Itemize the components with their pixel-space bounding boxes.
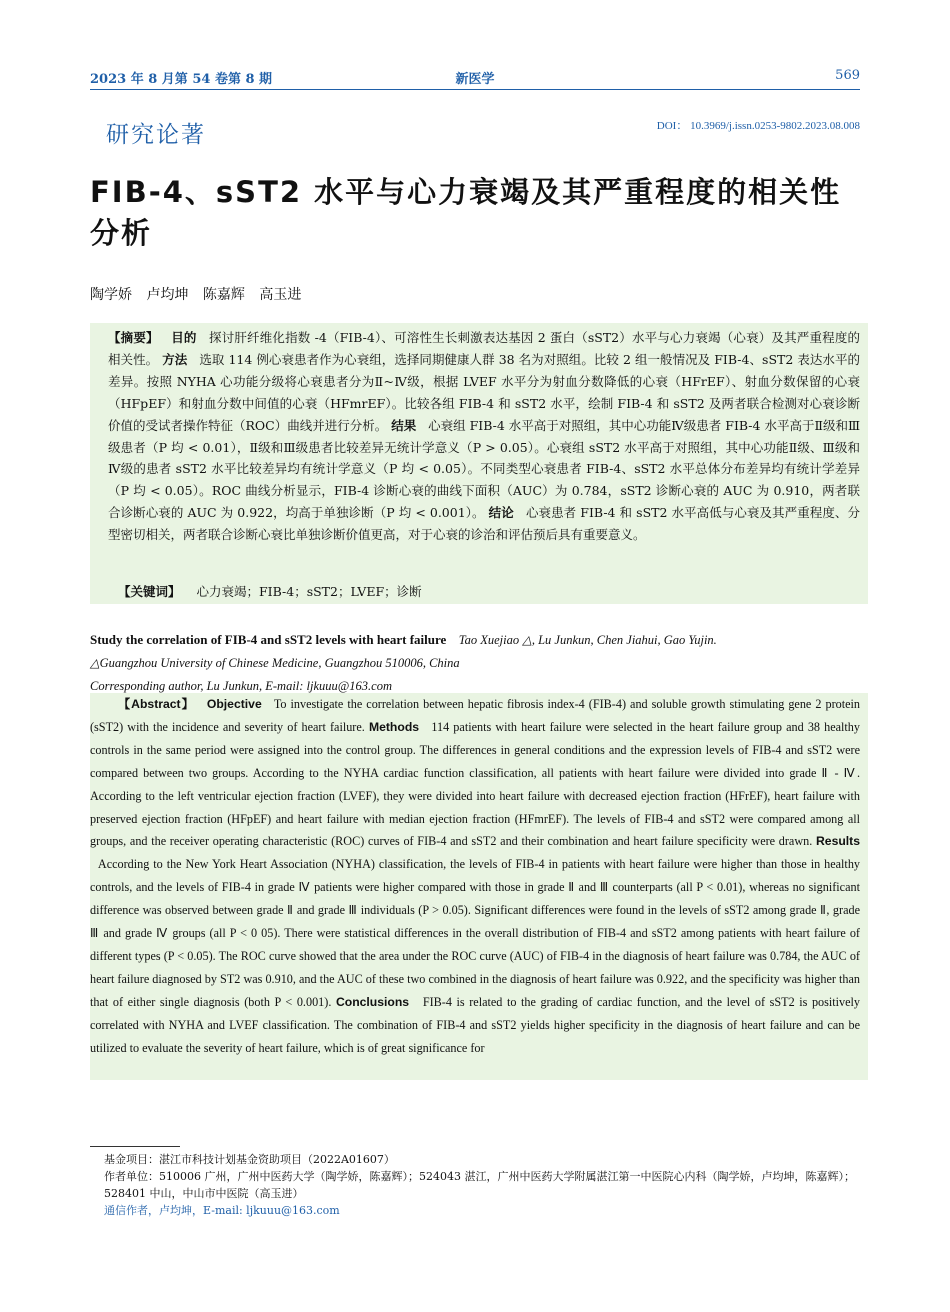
objective-zh: 探讨肝纤维化指数 -4（FIB-4）、可溶性生长刺激表达基因 2 蛋白（sST2）水平与心力衰竭（心衰）及其严重程度的相关性。 — [108, 330, 861, 367]
abstract-zh-label: 【摘要】 — [108, 330, 159, 345]
results-zh: 心衰组 FIB-4 水平高于对照组，其中心功能Ⅳ级患者 FIB-4 水平高于Ⅱ级和Ⅲ级患者（P 均 < 0.01），Ⅱ级和Ⅲ级患者比较差异无统计学意义（P > 0.05）。心衰组 sST2 水平高于对照组，其中心功能Ⅱ级、Ⅲ级和Ⅳ级的患者 sST2 水平比较差异均有统计学意义（P 均 < 0.05）。不同类型心衰患者 FIB-4、sST2 水平总体分布差异均有统计学差异（P 均 < 0.05）。ROC 曲线分析显示，FIB-4 诊断心衰的曲线下面积（AUC）为 0.784，sST2 诊断心衰的 AUC 为 0.910，两者联合诊断心衰的 AUC 为 0.922，均高于单独诊断（P 均 < 0.001）。 — [108, 417, 860, 521]
methods-en-label: Methods — [368, 719, 420, 734]
conclusions-zh: 心衰患者 FIB-4 和 sST2 水平高低与心衰及其严重程度、分型密切相关，两者联合诊断心衰比单独诊断价值更高，对于心衰的诊治和评估预后具有重要意义。 — [108, 505, 860, 543]
page-number: 569 — [835, 68, 860, 83]
english-title: Study the correlation of FIB-4 and sST2 levels with heart failure — [90, 632, 447, 647]
methods-en: 114 patients with heart failure were selected in the heart failure group and 38 healthy controls in the same period were assigned into the control group. The differences in general conditions and the expression levels of FIB-4 and sST2 were compared between two groups. According to the NYHA cardiac function classification, all patients with heart failure were divided into grade Ⅱ - Ⅳ. According to the left ventricular ejection fraction (LVEF), they were divided into heart failure with decreased ejection fraction (HFrEF), heart failure with preserved ejection fraction (HFpEF) and heart failure with median ejection fraction (HFmrEF). The levels of FIB-4 and sST2 were compared among all groups, and the receiver operating characteristic (ROC) curves of FIB-4 and sST2 and their combination and heart failure specificity were drawn. — [90, 719, 860, 849]
methods-zh-label: 方法 — [162, 351, 188, 367]
results-zh-label: 结果 — [391, 417, 417, 433]
english-authors: Tao Xuejiao △, Lu Junkun, Chen Jiahui, Gao Yujin. — [458, 633, 717, 647]
running-header — [90, 68, 860, 90]
methods-zh: 选取 114 例心衰患者作为心衰组，选择同期健康人群 38 名为对照组。比较 2 组一般情况及 FIB-4、sST2 表达水平的差异。按照 NYHA 心功能分级将心衰患者分为Ⅱ~Ⅳ级，根据 LVEF 水平分为射血分数降低的心衰（HFrEF）、射血分数保留的心衰（HFpEF）和射血分数中间值的心衰（HFmrEF）。比较各组 FIB-4 和 sST2 水平，绘制 FIB-4 和 sST2 及两者联合检测对心衰诊断价值的受试者操作特征（ROC）曲线并进行分析。 — [108, 351, 860, 433]
english-affiliation: △Guangzhou University of Chinese Medicine, Guangzhou 510006, China — [90, 656, 460, 670]
journal-name: 新医学 — [455, 72, 495, 87]
conclusions-en-label: Conclusions — [335, 994, 410, 1009]
conclusions-zh-label: 结论 — [488, 505, 514, 521]
author-list: 陶学娇 卢均坤 陈嘉辉 高玉进 — [90, 287, 302, 303]
english-header — [90, 628, 860, 698]
article-title: FIB-4、sST2 水平与心力衰竭及其严重程度的相关性分析 — [90, 175, 842, 250]
footnote-rule — [90, 1146, 180, 1147]
header-rule — [90, 89, 860, 90]
affiliation-note: 作者单位：510006 广州，广州中医药大学（陶学娇，陈嘉辉）；524043 湛江，广州中医药大学附属湛江第一中医院心内科（陶学娇，卢均坤，陈嘉辉）；528401 中山，中山市中医院（高玉进） — [104, 1170, 855, 1200]
objective-en: To investigate the correlation between hepatic fibrosis index-4 (FIB-4) and soluble growth stimulating gene 2 protein (sST2) with the incidence and severity of heart failure. — [90, 697, 861, 734]
abstract-en-label: 【Abstract】 — [118, 697, 195, 711]
results-en-label: Results — [815, 834, 861, 849]
doi[interactable]: DOI： 10.3969/j.issn.0253-9802.2023.08.008 — [656, 120, 860, 132]
footnotes — [104, 1151, 864, 1219]
objective-zh-label: 目的 — [171, 330, 197, 345]
abstract-en — [90, 693, 860, 1060]
section-label: 研究论著 — [106, 122, 206, 148]
abstract-zh — [108, 327, 860, 546]
issue-info: 2023 年 8 月第 54 卷第 8 期 — [90, 72, 273, 87]
correspondence-note[interactable]: 通信作者，卢均坤，E-mail: ljkuuu@163.com — [104, 1204, 340, 1217]
keywords-zh-label: 【关键词】 — [118, 584, 181, 599]
conclusions-en: FIB-4 is related to the grading of cardiac function, and the level of sST2 is positively correlated with NYHA and LVEF classification. The combination of FIB-4 and sST2 yields higher specificity in the diagnosis of heart failure and can be utilized to evaluate the severity of heart failure, which is of great significance for — [90, 994, 861, 1055]
english-corresponding: Corresponding author, Lu Junkun, E-mail: ljkuuu@163.com — [90, 679, 392, 693]
results-en: According to the New York Heart Association (NYHA) classification, the levels of FIB-4 in patients with heart failure were higher than those in healthy controls, and the levels of FIB-4 in grade Ⅳ patients were higher compared with those in grade Ⅱ and Ⅲ counterparts (all P < 0.01), whereas no significant difference was observed between grade Ⅱ and grade Ⅲ individuals (P > 0.05). Significant differences were found in the levels of sST2 among grade Ⅱ, grade Ⅲ and grade Ⅳ groups (all P < 0 05). There were statistical differences in the overall distribution of FIB-4 and sST2 among patients with heart failure of different types (P < 0.05). The ROC curve showed that the area under the ROC curve (AUC) of FIB-4 in the diagnosis of heart failure was 0.784, the AUC of heart failure diagnosed by ST2 was 0.910, and the AUC of these two combined in the diagnosis of heart failure was 0.922, and the specificity was higher than that of either single diagnosis (both P < 0.001). — [90, 857, 861, 1009]
fund-note: 基金项目：湛江市科技计划基金资助项目（2022A01607） — [104, 1153, 395, 1166]
objective-en-label: Objective — [206, 697, 262, 711]
keywords-zh-list: 心力衰竭；FIB-4；sST2；LVEF；诊断 — [196, 584, 422, 599]
keywords-zh — [118, 582, 422, 600]
